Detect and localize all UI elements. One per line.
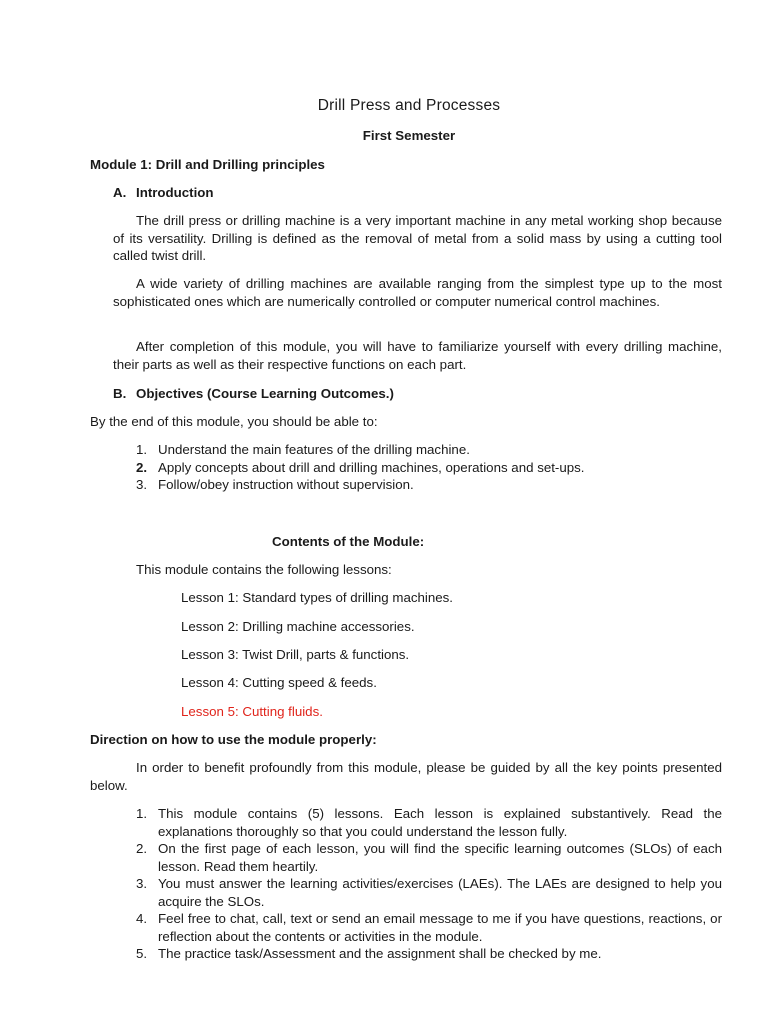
list-text: This module contains (5) lessons. Each lesson is explained substantively. Read the explanations thoroughly so that you could understand the lesson fully. [158,806,722,839]
list-number: 1. [136,442,148,457]
list-number: 3. [136,477,148,492]
list-number: 1. [136,806,148,821]
list-number: 2. [136,841,148,856]
document-title: Drill Press and Processes [317,97,501,114]
intro-paragraph: The drill press or drilling machine is a very important machine in any metal working shop because of its versatility. Drilling is defined as the removal of metal from a solid mass by using a cutting tool called twist drill. [113,213,722,263]
directions-list [136,805,722,963]
semester-label: First Semester [362,128,456,143]
intro-paragraph: A wide variety of drilling machines are available ranging from the simplest type up to the most sophisticated ones which are numerically controlled or computer numerical control machines. [113,276,722,309]
list-text: Follow/obey instruction without supervision. [158,477,414,492]
list-item [136,476,722,494]
direction-heading: Direction on how to use the module properly: [90,732,377,747]
list-number: 3. [136,876,148,891]
objectives-list [136,441,722,494]
list-item [136,945,722,963]
lesson-item: Lesson 4: Cutting speed & feeds. [181,675,377,690]
list-text: You must answer the learning activities/exercises (LAEs). The LAEs are designed to help you acquire the SLOs. [158,876,722,909]
list-item [136,840,722,875]
list-text: Feel free to chat, call, text or send an email message to me if you have questions, reactions, or reflection about the contents or activities in the module. [158,911,722,944]
contents-heading: Contents of the Module: [272,534,425,549]
objectives-intro: By the end of this module, you should be able to: [90,414,378,429]
direction-intro: In order to benefit profoundly from this module, please be guided by all the key points presented below. [90,760,722,793]
contents-intro: This module contains the following lessons: [136,562,392,577]
list-text: On the first page of each lesson, you will find the specific learning outcomes (SLOs) of each lesson. Read them heartily. [158,841,722,874]
list-item [136,875,722,910]
list-item [136,459,722,477]
list-item [136,805,722,840]
section-a-label: A. [113,185,127,200]
lesson-item: Lesson 1: Standard types of drilling machines. [181,590,454,605]
lesson-item-highlighted: Lesson 5: Cutting fluids. [181,704,323,719]
list-item [136,910,722,945]
section-b-label: B. [113,386,127,401]
section-a-title: Introduction [136,185,214,200]
list-number: 4. [136,911,148,926]
module-heading: Module 1: Drill and Drilling principles [90,157,325,172]
list-number: 2. [136,459,148,475]
list-text: Understand the main features of the drilling machine. [158,442,470,457]
intro-paragraph: After completion of this module, you will have to familiarize yourself with every drilling machine, their parts as well as their respective functions on each part. [113,339,722,372]
list-text: Apply concepts about drill and drilling machines, operations and set-ups. [158,459,585,475]
list-number: 5. [136,946,148,961]
section-b-title: Objectives (Course Learning Outcomes.) [136,386,394,401]
list-text: The practice task/Assessment and the assignment shall be checked by me. [158,946,602,961]
lesson-item: Lesson 3: Twist Drill, parts & functions. [181,647,410,662]
list-item [136,441,722,459]
lesson-item: Lesson 2: Drilling machine accessories. [181,619,415,634]
